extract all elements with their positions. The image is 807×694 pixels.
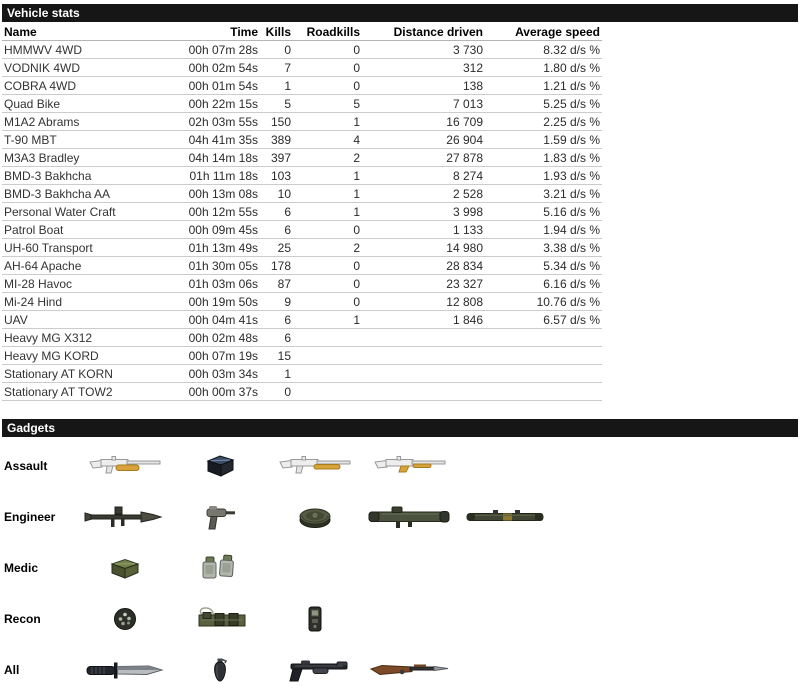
cell-name: HMMWV 4WD [2, 41, 160, 59]
cell-distance: 2 528 [362, 185, 485, 203]
repair-tool-icon [202, 501, 238, 533]
cell-kills: 87 [260, 275, 293, 293]
cell-roadkills: 2 [293, 149, 362, 167]
vehicle-table-row [2, 383, 602, 401]
vehicle-table-row [2, 329, 602, 347]
cell-roadkills [293, 329, 362, 347]
column-header-name: Name [2, 24, 160, 41]
gadgets-rows [2, 440, 562, 694]
cell-roadkills: 1 [293, 167, 362, 185]
cell-roadkills: 1 [293, 185, 362, 203]
gadget-cell [77, 542, 172, 593]
cell-time: 00h 04m 41s [160, 311, 260, 329]
medkit-icon [107, 555, 143, 581]
at4-launcher-icon [463, 506, 547, 528]
cell-speed: 5.16 d/s % [485, 203, 602, 221]
column-header-distance: Distance driven [362, 24, 485, 41]
vehicle-table-row [2, 203, 602, 221]
cell-name: Personal Water Craft [2, 203, 160, 221]
cell-name: M1A2 Abrams [2, 113, 160, 131]
vehicle-table-row [2, 239, 602, 257]
cell-time: 04h 14m 18s [160, 149, 260, 167]
cell-kills: 103 [260, 167, 293, 185]
cell-distance: 3 730 [362, 41, 485, 59]
cell-time: 00h 13m 08s [160, 185, 260, 203]
cell-distance [362, 383, 485, 401]
gadget-cell [267, 644, 362, 694]
cell-distance: 26 904 [362, 131, 485, 149]
cell-distance: 16 709 [362, 113, 485, 131]
cell-speed: 1.59 d/s % [485, 131, 602, 149]
vehicle-stats-title: Vehicle stats [7, 6, 80, 20]
vehicle-table-row [2, 257, 602, 275]
gadget-category-label: Engineer [4, 509, 56, 524]
gadget-cell [362, 644, 457, 694]
cell-speed: 1.94 d/s % [485, 221, 602, 239]
motion-sensor-ball-icon [112, 606, 138, 632]
assault-rifle-shotgun-icon [278, 453, 352, 479]
cell-name: BMD-3 Bakhcha AA [2, 185, 160, 203]
cell-roadkills [293, 383, 362, 401]
gadget-cell [77, 644, 172, 694]
gadget-row-recon [2, 593, 562, 644]
rifle-bayonet-icon [368, 658, 452, 682]
gadget-cell [172, 440, 267, 491]
cell-time: 01h 03m 06s [160, 275, 260, 293]
cell-time: 00h 07m 28s [160, 41, 260, 59]
gadget-cell-empty [267, 542, 362, 593]
cell-name: Stationary AT TOW2 [2, 383, 160, 401]
vehicle-table-row [2, 149, 602, 167]
cell-speed [485, 329, 602, 347]
cell-name: UH-60 Transport [2, 239, 160, 257]
cell-speed: 3.38 d/s % [485, 239, 602, 257]
cell-name: VODNIK 4WD [2, 59, 160, 77]
vehicle-table-row [2, 293, 602, 311]
gadget-cell-empty [457, 644, 552, 694]
cell-roadkills [293, 347, 362, 365]
gadget-cell [267, 440, 362, 491]
cell-speed: 3.21 d/s % [485, 185, 602, 203]
cell-roadkills: 0 [293, 293, 362, 311]
cell-kills: 6 [260, 203, 293, 221]
cell-distance: 7 013 [362, 95, 485, 113]
cell-time: 02h 03m 55s [160, 113, 260, 131]
cell-kills: 0 [260, 383, 293, 401]
column-header-speed: Average speed [485, 24, 602, 41]
vehicle-table-row [2, 95, 602, 113]
cell-roadkills: 0 [293, 275, 362, 293]
hand-grenade-icon [211, 656, 229, 684]
cell-time: 00h 01m 54s [160, 77, 260, 95]
assault-rifle-grenade-launcher-icon [88, 453, 162, 479]
vehicle-table-row [2, 185, 602, 203]
cell-kills: 10 [260, 185, 293, 203]
gadget-cell-empty [457, 440, 552, 491]
cell-time: 00h 22m 15s [160, 95, 260, 113]
cell-name: Heavy MG KORD [2, 347, 160, 365]
cell-distance: 14 980 [362, 239, 485, 257]
defibrillator-icon [198, 553, 242, 583]
cell-distance: 312 [362, 59, 485, 77]
gadget-category-label: Medic [4, 560, 39, 575]
vehicle-stats-table [2, 24, 602, 401]
vehicle-table-row [2, 275, 602, 293]
vehicle-table-row [2, 131, 602, 149]
cell-time: 01h 11m 18s [160, 167, 260, 185]
cell-name: Mi-24 Hind [2, 293, 160, 311]
cell-kills: 7 [260, 59, 293, 77]
anti-tank-mine-icon [297, 503, 333, 531]
cell-roadkills: 2 [293, 239, 362, 257]
gadget-category-label: Assault [4, 458, 48, 473]
ammo-box-icon [202, 452, 238, 480]
cell-speed [485, 383, 602, 401]
cell-kills: 1 [260, 365, 293, 383]
gadget-cell-empty [457, 542, 552, 593]
gadget-category-label: All [4, 662, 20, 677]
gadgets-title: Gadgets [7, 421, 56, 435]
cell-kills: 389 [260, 131, 293, 149]
cell-time: 01h 30m 05s [160, 257, 260, 275]
vehicle-table-row [2, 167, 602, 185]
cell-speed: 8.32 d/s % [485, 41, 602, 59]
gadget-cell [362, 440, 457, 491]
gadget-cell [172, 593, 267, 644]
cell-distance: 1 133 [362, 221, 485, 239]
cell-kills: 397 [260, 149, 293, 167]
gadget-cell [457, 491, 552, 542]
cell-distance [362, 365, 485, 383]
cell-name: UAV [2, 311, 160, 329]
cell-distance: 1 846 [362, 311, 485, 329]
gadget-row-engineer [2, 491, 562, 542]
cell-name: Patrol Boat [2, 221, 160, 239]
cell-distance: 138 [362, 77, 485, 95]
cell-distance [362, 347, 485, 365]
rpg-launcher-icon [83, 502, 167, 532]
gadget-cell [172, 491, 267, 542]
gadget-cell-empty [457, 593, 552, 644]
cell-name: COBRA 4WD [2, 77, 160, 95]
pump-shotgun-icon [273, 655, 357, 685]
cell-distance: 27 878 [362, 149, 485, 167]
vehicle-table-body [2, 41, 602, 401]
cell-kills: 5 [260, 95, 293, 113]
gadget-cell [77, 491, 172, 542]
cell-time: 01h 13m 49s [160, 239, 260, 257]
cell-roadkills: 0 [293, 59, 362, 77]
cell-kills: 15 [260, 347, 293, 365]
cell-kills: 6 [260, 311, 293, 329]
cell-distance: 8 274 [362, 167, 485, 185]
gadget-cell [77, 593, 172, 644]
vehicle-table-row [2, 311, 602, 329]
cell-roadkills: 5 [293, 95, 362, 113]
vehicle-table-row [2, 221, 602, 239]
remote-detonator-icon [306, 604, 324, 634]
vehicle-table-row [2, 77, 602, 95]
vehicle-table-header-row [2, 24, 602, 41]
gadget-row-assault [2, 440, 562, 491]
cell-roadkills: 1 [293, 311, 362, 329]
cell-roadkills: 1 [293, 203, 362, 221]
vehicle-table-row [2, 113, 602, 131]
gadget-cell [362, 491, 457, 542]
assault-rifle-carbine-icon [373, 453, 447, 479]
cell-name: Heavy MG X312 [2, 329, 160, 347]
cell-speed: 6.57 d/s % [485, 311, 602, 329]
vehicle-stats-section-header [2, 4, 798, 22]
cell-roadkills: 1 [293, 113, 362, 131]
cell-roadkills [293, 365, 362, 383]
gadget-cell [77, 440, 172, 491]
cell-speed: 10.76 d/s % [485, 293, 602, 311]
cell-distance [362, 329, 485, 347]
gadget-cell [267, 491, 362, 542]
gadget-row-medic [2, 542, 562, 593]
cell-speed: 1.21 d/s % [485, 77, 602, 95]
cell-name: MI-28 Havoc [2, 275, 160, 293]
c4-explosive-icon [189, 604, 251, 634]
gadget-cell-empty [362, 542, 457, 593]
vehicle-table-row [2, 59, 602, 77]
vehicle-table-row [2, 347, 602, 365]
cell-time: 00h 03m 34s [160, 365, 260, 383]
cell-kills: 6 [260, 221, 293, 239]
column-header-kills: Kills [260, 24, 293, 41]
gadget-row-all [2, 644, 562, 694]
cell-speed: 1.80 d/s % [485, 59, 602, 77]
cell-speed [485, 347, 602, 365]
cell-speed: 5.34 d/s % [485, 257, 602, 275]
cell-speed: 5.25 d/s % [485, 95, 602, 113]
cell-time: 04h 41m 35s [160, 131, 260, 149]
cell-name: Quad Bike [2, 95, 160, 113]
combat-knife-icon [83, 657, 167, 683]
cell-roadkills: 0 [293, 221, 362, 239]
column-header-time: Time [160, 24, 260, 41]
cell-roadkills: 0 [293, 257, 362, 275]
gadget-cell-empty [362, 593, 457, 644]
cell-kills: 150 [260, 113, 293, 131]
cell-speed: 1.83 d/s % [485, 149, 602, 167]
gadget-category-label: Recon [4, 611, 41, 626]
cell-kills: 9 [260, 293, 293, 311]
cell-time: 00h 09m 45s [160, 221, 260, 239]
cell-name: M3A3 Bradley [2, 149, 160, 167]
cell-speed: 2.25 d/s % [485, 113, 602, 131]
cell-name: T-90 MBT [2, 131, 160, 149]
cell-roadkills: 4 [293, 131, 362, 149]
cell-kills: 25 [260, 239, 293, 257]
cell-distance: 23 327 [362, 275, 485, 293]
cell-distance: 3 998 [362, 203, 485, 221]
gadgets-section-header [2, 419, 798, 437]
cell-distance: 28 834 [362, 257, 485, 275]
cell-kills: 178 [260, 257, 293, 275]
cell-speed: 6.16 d/s % [485, 275, 602, 293]
cell-time: 00h 12m 55s [160, 203, 260, 221]
column-header-roadkills: Roadkills [293, 24, 362, 41]
cell-name: BMD-3 Bakhcha [2, 167, 160, 185]
cell-name: AH-64 Apache [2, 257, 160, 275]
cell-kills: 1 [260, 77, 293, 95]
cell-time: 00h 02m 48s [160, 329, 260, 347]
cell-kills: 6 [260, 329, 293, 347]
cell-speed [485, 365, 602, 383]
gadget-cell [172, 542, 267, 593]
gadget-cell [172, 644, 267, 694]
cell-name: Stationary AT KORN [2, 365, 160, 383]
cell-roadkills: 0 [293, 77, 362, 95]
gadget-cell [267, 593, 362, 644]
cell-speed: 1.93 d/s % [485, 167, 602, 185]
cell-kills: 0 [260, 41, 293, 59]
vehicle-table-row [2, 41, 602, 59]
smaw-launcher-icon [366, 503, 454, 531]
cell-time: 00h 19m 50s [160, 293, 260, 311]
cell-time: 00h 00m 37s [160, 383, 260, 401]
cell-roadkills: 0 [293, 41, 362, 59]
cell-time: 00h 02m 54s [160, 59, 260, 77]
vehicle-table-row [2, 365, 602, 383]
cell-time: 00h 07m 19s [160, 347, 260, 365]
cell-distance: 12 808 [362, 293, 485, 311]
